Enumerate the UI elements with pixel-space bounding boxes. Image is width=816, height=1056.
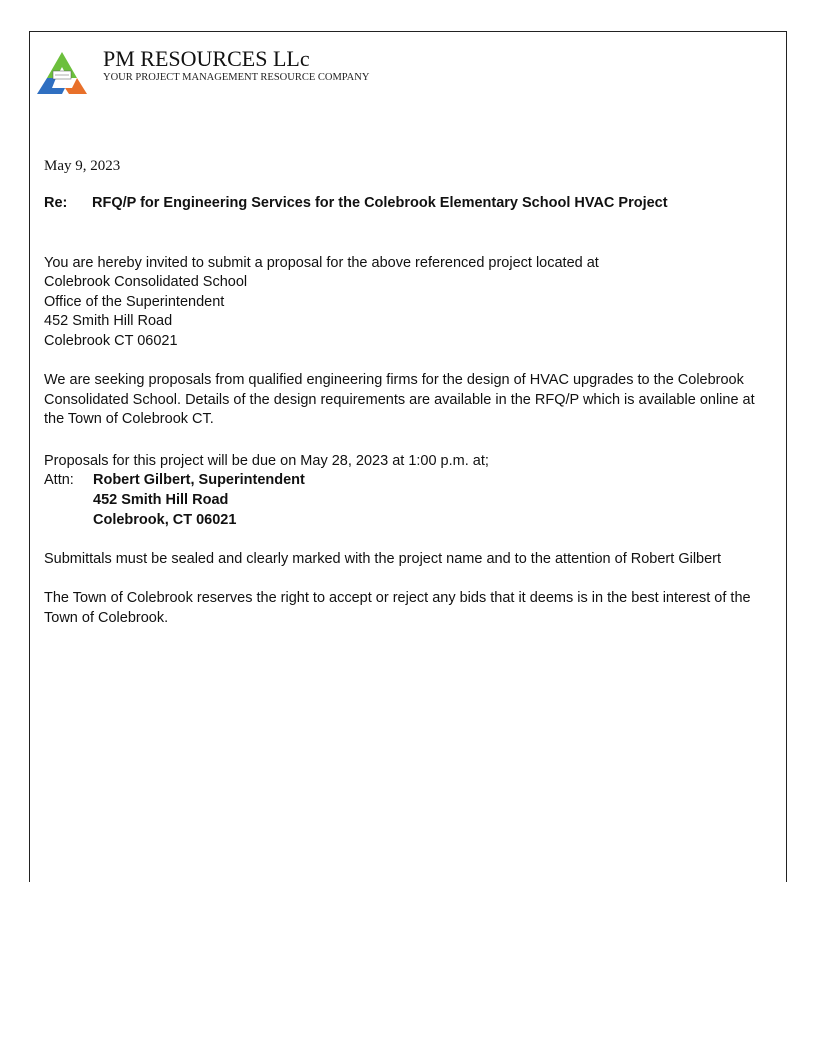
location-line: 452 Smith Hill Road — [44, 313, 173, 329]
seeking-paragraph: We are seeking proposals from qualified engineering firms for the design of HVAC upgrades to the Colebrook Consolidated School. Details of the design requirements are available in the RFQ/P which is available online at the Town of Colebrook CT. — [44, 372, 755, 427]
company-name: PM RESOURCES LLc — [103, 46, 310, 71]
submittals-text: Submittals must be sealed and clearly marked with the project name and to the attention of Robert Gilbert — [44, 551, 722, 567]
recycle-triangle-logo-icon — [32, 48, 92, 98]
location-line: Colebrook Consolidated School — [44, 274, 248, 290]
subject-line — [44, 193, 668, 213]
attn-line: 452 Smith Hill Road — [93, 492, 229, 508]
location-line: Office of the Superintendent — [44, 294, 225, 310]
attn-address — [93, 470, 305, 530]
subject-text: RFQ/P for Engineering Services for the Colebrook Elementary School HVAC Project — [92, 195, 668, 211]
location-line: Colebrook CT 06021 — [44, 333, 178, 349]
due-text: Proposals for this project will be due on May 28, 2023 at 1:00 p.m. at; — [44, 453, 489, 469]
intro-text: You are hereby invited to submit a proposal for the above referenced project located at — [44, 255, 599, 271]
company-tagline: YOUR PROJECT MANAGEMENT RESOURCE COMPANY — [103, 72, 370, 83]
reserves-paragraph: The Town of Colebrook reserves the right to accept or reject any bids that it deems is in the best interest of the Town of Colebrook. — [44, 590, 751, 626]
attn-line: Colebrook, CT 06021 — [93, 512, 237, 528]
letter-date: May 9, 2023 — [44, 158, 121, 174]
attn-label: Attn: — [44, 472, 74, 488]
subject-label: Re: — [44, 195, 68, 211]
attn-line: Robert Gilbert, Superintendent — [93, 472, 305, 488]
